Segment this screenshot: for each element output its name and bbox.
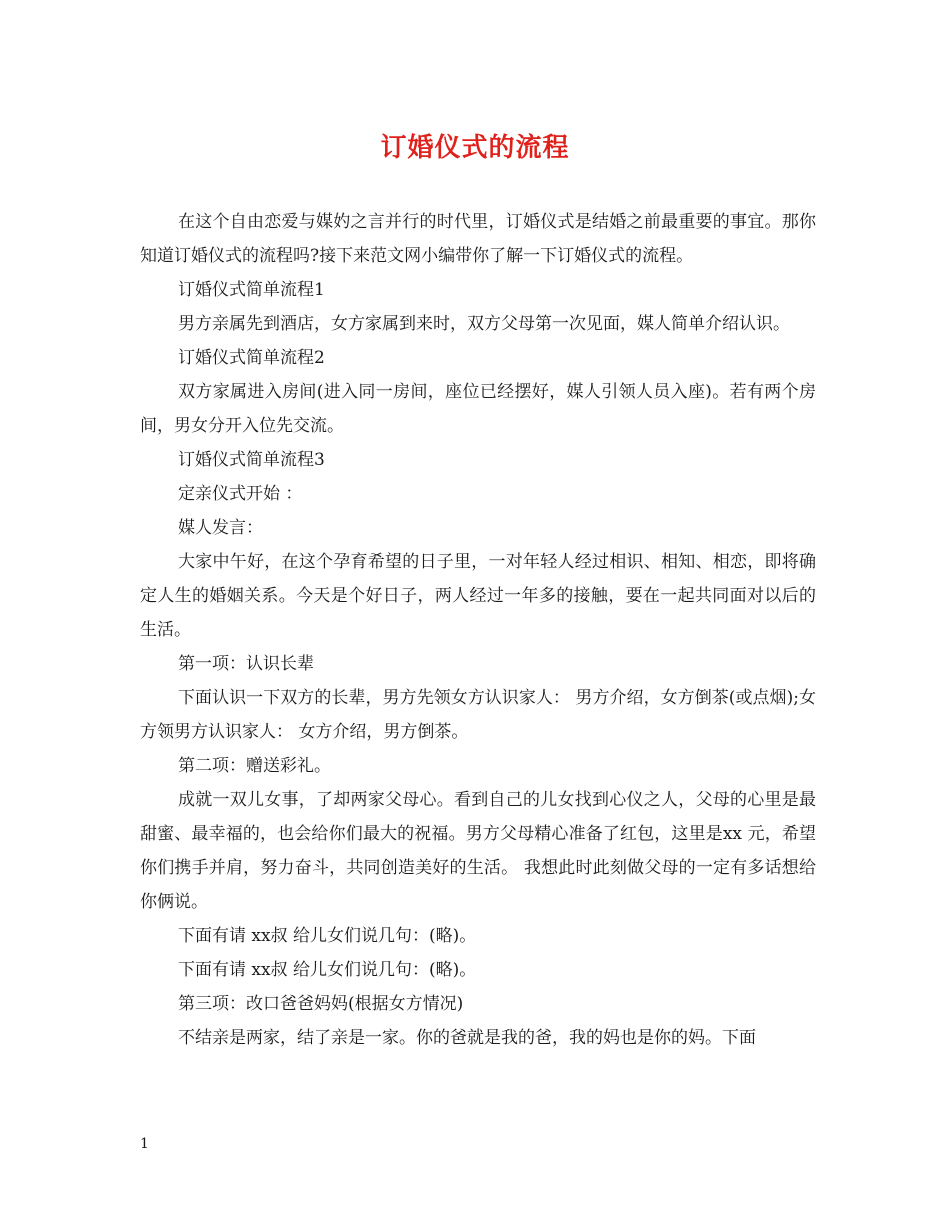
- paragraph-item-1: 下面认识一下双方的长辈，男方先领女方认识家人： 男方介绍，女方倒茶(或点烟);女方领男方认识家人： 女方介绍，男方倒茶。: [140, 688, 816, 742]
- paragraph-step-2: 双方家属进入房间(进入同一房间，座位已经摆好，媒人引领人员入座)。若有两个房间，男女分开入位先交流。: [140, 382, 816, 436]
- paragraph-item-3: 不结亲是两家，结了亲是一家。你的爸就是我的爸，我的妈也是你的妈。下面: [178, 1028, 756, 1048]
- document-body: [140, 205, 816, 1055]
- paragraph-greeting: 大家中午好，在这个孕育希望的日子里，一对年轻人经过相识、相知、相恋，即将确定人生的婚姻关系。今天是个好日子，两人经过一年多的接触，要在一起共同面对以后的生活。: [140, 552, 816, 640]
- paragraph-ceremony-start: 定亲仪式开始 ：: [178, 484, 303, 504]
- document-title: 订婚仪式的流程: [380, 133, 570, 163]
- paragraph-invite-2: 下面有请 xx叔 给儿女们说几句：(略)。: [178, 960, 477, 980]
- heading-step-2: 订婚仪式简单流程2: [178, 348, 325, 368]
- paragraph-invite-1: 下面有请 xx叔 给儿女们说几句：(略)。: [178, 926, 477, 946]
- paragraph-item-2: 成就一双儿女事，了却两家父母心。看到自己的儿女找到心仪之人，父母的心里是最甜蜜、最幸福的，也会给你们最大的祝福。男方父母精心准备了红包，这里是xx 元，希望你们携手并肩，努力奋斗，共同创造美好的生活。 我想此时此刻做父母的一定有多话想给你俩说。: [140, 790, 816, 912]
- paragraph-intro: 在这个自由恋爱与媒妁之言并行的时代里，订婚仪式是结婚之前最重要的事宜。那你知道订婚仪式的流程吗?接下来范文网小编带你了解一下订婚仪式的流程。: [140, 212, 816, 266]
- heading-step-3: 订婚仪式简单流程3: [178, 450, 325, 470]
- heading-item-3: 第三项：改口爸爸妈妈(根据女方情况): [178, 994, 464, 1014]
- heading-item-2: 第二项：赠送彩礼。: [178, 756, 331, 776]
- paragraph-matchmaker-speech: 媒人发言：: [178, 518, 263, 538]
- heading-item-1: 第一项：认识长辈: [178, 654, 314, 674]
- page-number: 1: [140, 1136, 149, 1152]
- paragraph-step-1: 男方亲属先到酒店，女方家属到来时，双方父母第一次见面，媒人简单介绍认识。: [178, 314, 790, 334]
- heading-step-1: 订婚仪式简单流程1: [178, 280, 325, 300]
